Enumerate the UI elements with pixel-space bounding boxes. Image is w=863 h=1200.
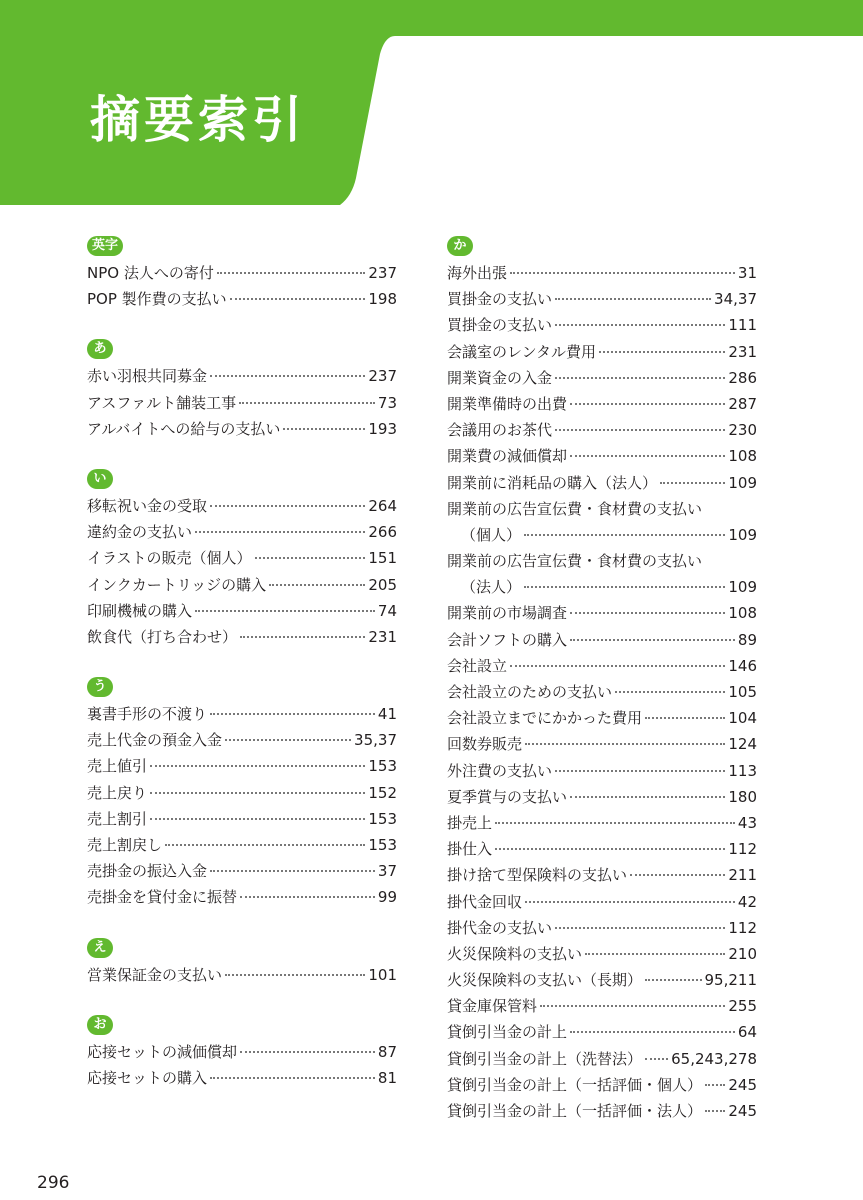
dot-leader	[570, 403, 725, 405]
dot-leader	[195, 610, 375, 612]
entry-term: 開業前の広告宣伝費・食材費の支払い	[447, 552, 703, 571]
entry-term: 違約金の支払い	[87, 523, 193, 542]
entry-page: 245	[728, 1075, 757, 1094]
entry-page: 193	[368, 419, 397, 438]
dot-leader	[555, 298, 711, 300]
dot-leader	[645, 979, 701, 981]
entry-term: 会社設立	[447, 656, 508, 675]
index-entry	[447, 758, 757, 784]
index-entry	[87, 727, 397, 753]
section-heading-badge: あ	[87, 339, 113, 359]
entry-page: 89	[737, 630, 757, 649]
index-entry	[87, 545, 397, 571]
entry-page: 237	[368, 367, 397, 386]
index-entry	[447, 1019, 757, 1045]
index-entry	[447, 941, 757, 967]
index-entry	[87, 806, 397, 832]
entry-term: 印刷機械の購入	[87, 601, 193, 620]
section-heading-badge: え	[87, 938, 113, 958]
dot-leader	[630, 874, 725, 876]
index-section	[447, 234, 757, 1124]
entry-term-continuation: （法人）	[461, 578, 522, 597]
index-entry	[447, 889, 757, 915]
entry-term: 営業保証金の支払い	[87, 965, 223, 984]
entry-page: 43	[737, 813, 757, 832]
index-entry	[447, 548, 757, 574]
entry-term: 売上値引	[87, 757, 148, 776]
dot-leader	[150, 765, 365, 767]
entry-page: 99	[377, 888, 397, 907]
index-entry	[87, 832, 397, 858]
dot-leader	[660, 482, 725, 484]
index-entry	[447, 653, 757, 679]
index-entry	[447, 600, 757, 626]
index-column-right	[447, 234, 757, 1149]
section-heading-badge: 英字	[87, 236, 123, 256]
entry-page: 112	[728, 918, 757, 937]
entry-term: 回数券販売	[447, 735, 523, 754]
dot-leader	[570, 455, 725, 457]
index-entry	[447, 705, 757, 731]
dot-leader	[705, 1110, 725, 1112]
index-entry	[447, 967, 757, 993]
dot-leader	[150, 792, 365, 794]
entry-page: 255	[728, 997, 757, 1016]
entry-term: 掛仕入	[447, 840, 493, 859]
entry-page: 113	[728, 761, 757, 780]
index-entry	[447, 1046, 757, 1072]
entry-term: 売上割引	[87, 809, 148, 828]
entry-term: アルバイトへの給与の支払い	[87, 419, 281, 438]
dot-leader	[210, 505, 365, 507]
entry-page: 245	[728, 1102, 757, 1120]
entry-term: 会議用のお茶代	[447, 421, 553, 440]
dot-leader	[269, 584, 365, 586]
entry-page: 31	[737, 264, 757, 282]
dot-leader	[570, 796, 725, 798]
entry-page: 37	[377, 862, 397, 881]
index-entry	[447, 470, 757, 496]
page-title: 摘要索引	[90, 91, 306, 149]
entry-term: 掛け捨て型保険料の支払い	[447, 866, 628, 885]
dot-leader	[210, 870, 375, 872]
entry-page: 266	[368, 523, 397, 542]
entry-term: 売掛金を貸付金に振替	[87, 888, 238, 907]
index-entry	[87, 572, 397, 598]
entry-term: 掛代金回収	[447, 892, 523, 911]
index-entry	[447, 260, 757, 286]
section-heading-badge: い	[87, 469, 113, 489]
entry-term: 開業前に消耗品の購入（法人）	[447, 473, 658, 492]
entry-term: アスファルト舗装工事	[87, 393, 237, 412]
entry-page: 211	[728, 866, 757, 885]
entry-page: 146	[728, 656, 757, 675]
entry-page: 231	[368, 627, 397, 646]
index-entry	[447, 993, 757, 1019]
dot-leader	[524, 586, 725, 588]
entry-page: 108	[728, 447, 757, 466]
index-entry	[87, 753, 397, 779]
dot-leader	[555, 377, 725, 379]
entry-page: 124	[728, 735, 757, 754]
index-entry	[447, 417, 757, 443]
dot-leader	[555, 770, 725, 772]
entry-page: 105	[728, 683, 757, 701]
index-section	[87, 337, 397, 442]
entry-page: 237	[368, 264, 397, 282]
dot-leader	[555, 324, 725, 326]
entry-term: 火災保険料の支払い	[447, 944, 583, 963]
dot-leader	[570, 639, 735, 641]
entry-term: 売上割戻し	[87, 836, 163, 854]
index-column-left	[87, 234, 397, 1116]
entry-term: 開業準備時の出費	[447, 394, 568, 413]
entry-page: 180	[728, 787, 757, 806]
index-entry	[447, 679, 757, 705]
index-section	[87, 234, 397, 312]
section-heading-badge: お	[87, 1015, 113, 1035]
entry-page: 264	[368, 496, 397, 515]
index-entry	[87, 962, 397, 988]
entry-term: 開業資金の入金	[447, 368, 553, 387]
index-entry	[447, 731, 757, 757]
entry-term: 掛代金の支払い	[447, 918, 553, 937]
index-entry	[87, 884, 397, 910]
entry-page: 34,37	[714, 290, 757, 309]
entry-page: 112	[728, 840, 757, 859]
dot-leader	[585, 953, 725, 955]
index-entry	[87, 780, 397, 806]
entry-page: 73	[377, 393, 397, 412]
index-entry	[87, 390, 397, 416]
entry-term: 応接セットの減価償却	[87, 1042, 238, 1061]
entry-term: イラストの販売（個人）	[87, 549, 252, 568]
dot-leader	[210, 1077, 375, 1079]
dot-leader	[570, 612, 725, 614]
index-entry	[447, 810, 757, 836]
entry-term: 貸倒引当金の計上（一括評価・法人）	[447, 1102, 703, 1120]
index-section	[87, 675, 397, 911]
entry-page: 153	[368, 757, 397, 776]
dot-leader	[645, 1058, 668, 1060]
dot-leader	[555, 429, 725, 431]
index-entry	[87, 286, 397, 312]
dot-leader	[150, 818, 365, 820]
entry-term: 海外出張	[447, 264, 508, 282]
entry-page: 109	[728, 473, 757, 492]
entry-term: 貸金庫保管料	[447, 997, 538, 1016]
entry-page: 205	[368, 575, 397, 594]
dot-leader	[540, 1005, 725, 1007]
entry-page: 35,37	[354, 731, 397, 750]
entry-page: 109	[728, 578, 757, 597]
entry-page: 101	[368, 965, 397, 984]
dot-leader	[599, 351, 725, 353]
index-entry	[447, 862, 757, 888]
entry-page: 87	[377, 1042, 397, 1061]
dot-leader	[495, 848, 725, 850]
dot-leader	[525, 901, 735, 903]
entry-term: 会議室のレンタル費用	[447, 342, 597, 361]
index-entry	[87, 624, 397, 650]
entry-page: 111	[728, 316, 757, 335]
dot-leader	[495, 822, 735, 824]
index-entry	[447, 1098, 757, 1124]
index-entry	[87, 493, 397, 519]
dot-leader	[225, 739, 351, 741]
entry-term: 外注費の支払い	[447, 761, 553, 780]
entry-term: 開業費の減価償却	[447, 447, 568, 466]
dot-leader	[217, 272, 366, 274]
entry-page: 41	[377, 705, 397, 724]
entry-term: 売上戻り	[87, 783, 148, 802]
entry-term: 貸倒引当金の計上	[447, 1023, 568, 1042]
entry-page: 65,243,278	[671, 1049, 757, 1068]
index-entry	[447, 836, 757, 862]
entry-page: 198	[368, 290, 397, 309]
dot-leader	[225, 974, 365, 976]
dot-leader	[510, 272, 735, 274]
dot-leader	[525, 743, 725, 745]
entry-page: 109	[728, 525, 757, 544]
index-entry	[87, 260, 397, 286]
entry-term: 掛売上	[447, 813, 493, 832]
entry-page: 153	[368, 836, 397, 854]
entry-term: 開業前の広告宣伝費・食材費の支払い	[447, 499, 703, 518]
index-section	[87, 1013, 397, 1091]
section-heading-badge: か	[447, 236, 473, 256]
entry-page: 286	[728, 368, 757, 387]
dot-leader	[615, 691, 725, 693]
dot-leader	[524, 534, 725, 536]
entry-term: 会社設立のための支払い	[447, 683, 613, 701]
entry-term: 貸倒引当金の計上（洗替法）	[447, 1049, 643, 1068]
index-entry	[447, 784, 757, 810]
entry-term: 会計ソフトの購入	[447, 630, 568, 649]
index-entry	[447, 496, 757, 522]
page-number: 296	[37, 1173, 70, 1193]
entry-page: 231	[728, 342, 757, 361]
entry-term: 夏季賞与の支払い	[447, 787, 568, 806]
index-entry	[447, 391, 757, 417]
index-entry	[447, 365, 757, 391]
entry-term: 赤い羽根共同募金	[87, 367, 208, 386]
entry-term: 裏書手形の不渡り	[87, 705, 208, 724]
entry-term: 移転祝い金の受取	[87, 496, 208, 515]
dot-leader	[239, 402, 375, 404]
index-entry	[87, 1039, 397, 1065]
entry-page: 108	[728, 604, 757, 623]
entry-term: 売掛金の振込入金	[87, 862, 208, 881]
entry-term: 買掛金の支払い	[447, 290, 553, 309]
entry-page: 152	[368, 783, 397, 802]
entry-page: 74	[377, 601, 397, 620]
section-heading-badge: う	[87, 677, 113, 697]
index-entry	[87, 598, 397, 624]
index-entry-continuation	[447, 574, 757, 600]
dot-leader	[645, 717, 725, 719]
dot-leader	[240, 1051, 375, 1053]
index-entry	[447, 286, 757, 312]
dot-leader	[210, 375, 365, 377]
entry-term: 開業前の市場調査	[447, 604, 568, 623]
index-entry	[87, 1065, 397, 1091]
entry-page: 287	[728, 394, 757, 413]
index-entry	[447, 915, 757, 941]
dot-leader	[210, 713, 375, 715]
dot-leader	[230, 298, 366, 300]
dot-leader	[510, 665, 725, 667]
index-entry	[447, 312, 757, 338]
index-entry	[447, 1072, 757, 1098]
index-entry	[447, 339, 757, 365]
entry-term: 会社設立までにかかった費用	[447, 709, 643, 728]
dot-leader	[165, 844, 365, 846]
dot-leader	[555, 927, 725, 929]
entry-page: 151	[368, 549, 397, 568]
entry-page: 104	[728, 709, 757, 728]
dot-leader	[283, 428, 365, 430]
dot-leader	[570, 1031, 735, 1033]
index-entry	[87, 416, 397, 442]
index-entry	[87, 519, 397, 545]
index-entry-continuation	[447, 522, 757, 548]
entry-page: 95,211	[704, 971, 757, 990]
entry-term: 売上代金の預金入金	[87, 731, 223, 750]
entry-term: 買掛金の支払い	[447, 316, 553, 335]
index-section	[87, 936, 397, 988]
entry-term: 火災保険料の支払い（長期）	[447, 971, 643, 990]
index-entry	[447, 443, 757, 469]
dot-leader	[705, 1084, 725, 1086]
entry-page: 210	[728, 944, 757, 963]
entry-page: 42	[737, 892, 757, 911]
entry-page: 64	[737, 1023, 757, 1042]
index-entry	[87, 858, 397, 884]
index-entry	[87, 701, 397, 727]
index-entry	[87, 363, 397, 389]
entry-term: NPO 法人への寄付	[87, 264, 214, 282]
dot-leader	[240, 896, 375, 898]
entry-term: 飲食代（打ち合わせ）	[87, 627, 238, 646]
entry-page: 153	[368, 809, 397, 828]
entry-term: 応接セットの購入	[87, 1068, 208, 1087]
index-section	[87, 467, 397, 650]
dot-leader	[195, 531, 365, 533]
entry-term: 貸倒引当金の計上（一括評価・個人）	[447, 1075, 703, 1094]
entry-term: POP 製作費の支払い	[87, 290, 227, 309]
dot-leader	[255, 557, 366, 559]
entry-term-continuation: （個人）	[461, 525, 522, 544]
dot-leader	[240, 636, 365, 638]
entry-term: インクカートリッジの購入	[87, 575, 267, 594]
index-entry	[447, 627, 757, 653]
entry-page: 230	[728, 421, 757, 440]
entry-page: 81	[377, 1068, 397, 1087]
